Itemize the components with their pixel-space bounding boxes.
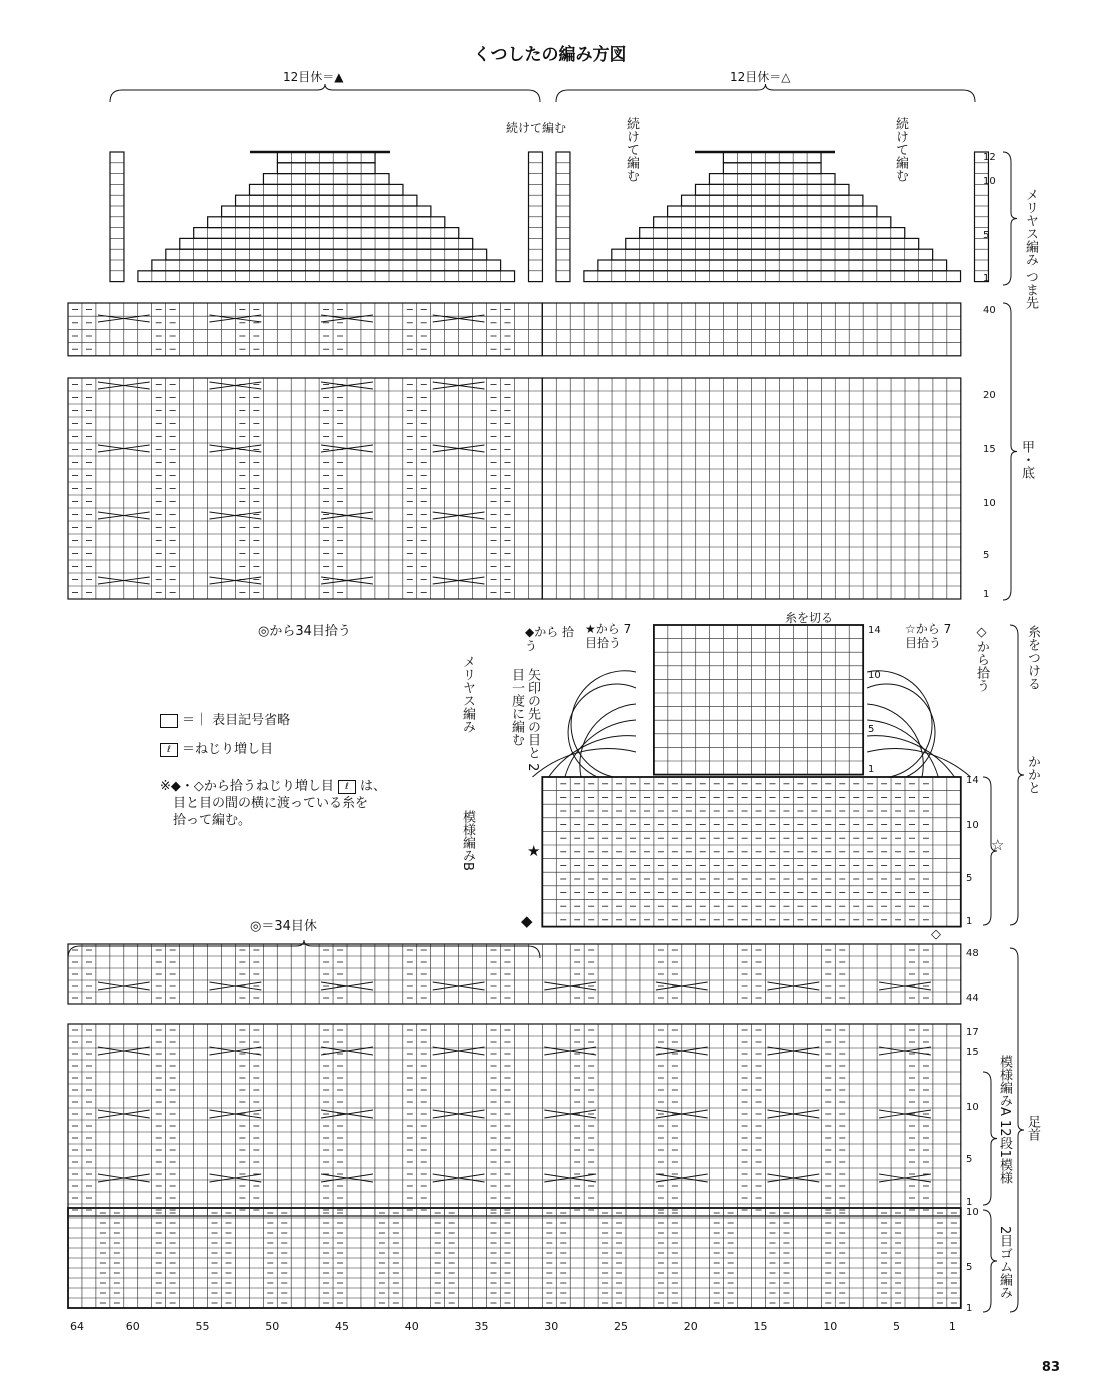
instep-row-label: 10: [983, 498, 996, 509]
column-label: 10: [823, 1320, 838, 1333]
heel-top-row-label: 5: [868, 724, 875, 735]
toe-right-row: [626, 238, 919, 249]
heel-top-row-label: 10: [868, 670, 881, 681]
continue-label-right: 続けて編む: [893, 117, 908, 182]
toe-left-edge-left: [110, 152, 124, 282]
brace-cuff: [1010, 948, 1024, 1312]
legend-note: ※◆・◇から拾うねじり増し目 ℓ は、 目と目の間の横に渡っている糸を 拾って編む。: [160, 779, 387, 828]
white-star-pickup-label: ☆から 7目拾う: [905, 622, 952, 650]
toe-row-label: 1: [983, 273, 990, 284]
brace-rib: [983, 1210, 997, 1312]
rest-34-label: ◎＝34目休: [250, 919, 317, 934]
toe-row-label: 10: [983, 176, 996, 187]
toe-right-row: [612, 249, 933, 260]
page-title: くつしたの編み方図: [473, 45, 627, 65]
diamond-marker: ◆: [521, 912, 533, 930]
toe-left-row: [236, 195, 417, 206]
knit-symbol-icon: [160, 714, 178, 728]
section-toe: メリヤス編み つま先: [1023, 188, 1038, 310]
leg-row-label: 5: [966, 1154, 973, 1165]
column-label: 60: [125, 1320, 140, 1333]
section-attach: 糸をつける: [1025, 625, 1040, 690]
continue-label: 続けて編む: [506, 121, 567, 135]
toe-row-label: 12: [983, 152, 996, 163]
column-label: 15: [753, 1320, 768, 1333]
column-label: 5: [893, 1320, 901, 1333]
page-number: 83: [1041, 1360, 1060, 1375]
instep-left-main: [68, 378, 542, 599]
toe-right-row: [709, 174, 835, 185]
rib-row-label: 1: [966, 1303, 973, 1314]
legend: [160, 712, 386, 829]
heel-bottom-row-label: 5: [966, 873, 973, 884]
brace-toe: [1003, 152, 1017, 285]
white-star-marker: ☆: [991, 836, 1005, 854]
toe-left-row: [138, 271, 515, 282]
instep-left-top: [68, 303, 542, 356]
column-label: 55: [195, 1320, 210, 1333]
toe-right-row: [723, 152, 821, 163]
white-diamond-marker: ◇: [931, 927, 941, 942]
leg-row-label: 48: [966, 948, 979, 959]
column-label: 64: [70, 1320, 84, 1333]
instep-row-label: 20: [983, 390, 996, 401]
legend-knit: ＝｜ 表目記号省略: [160, 712, 386, 729]
toe-left-row: [166, 249, 487, 260]
heel-bottom-row-label: 10: [966, 820, 979, 831]
arrow-note: 矢印の先の目と 2目一度に編む: [509, 668, 540, 772]
toe-right-row: [723, 163, 821, 174]
instep-row-label: 15: [983, 444, 996, 455]
heel-flap-stockinette: [654, 625, 863, 775]
leg-row-label: 17: [966, 1027, 979, 1038]
column-label: 20: [683, 1320, 698, 1333]
brace-label-left: 12目休＝▲: [283, 70, 344, 84]
column-label: 35: [474, 1320, 489, 1333]
toe-right-row: [598, 260, 947, 271]
section-instep: 甲・底: [1019, 440, 1034, 479]
diamond-pickup-label: ◆から 拾う: [525, 625, 575, 653]
pickup-34-label: ◎から34目拾う: [258, 624, 351, 639]
rib-row-label: 5: [966, 1262, 973, 1273]
instep-row-label: 1: [983, 589, 990, 600]
twist-increase-icon: ℓ: [160, 743, 178, 757]
column-label: 25: [614, 1320, 629, 1333]
leg-row-label: 1: [966, 1197, 973, 1208]
leg-row-label: 44: [966, 993, 979, 1004]
heel-bottom-row-label: 1: [966, 916, 973, 927]
instep-right-top: [542, 303, 961, 356]
section-heel: かかと: [1025, 755, 1040, 794]
toe-left-row: [263, 174, 389, 185]
toe-left-row: [152, 260, 501, 271]
toe-right-row: [682, 195, 863, 206]
brace-label-right: 12目休＝△: [730, 70, 791, 84]
leg-row-label: 10: [966, 1102, 979, 1113]
cut-yarn-label: 糸を切る: [785, 611, 834, 625]
column-label: 50: [265, 1320, 280, 1333]
star-pickup-label: ★から 7目拾う: [585, 622, 632, 650]
instep-row-label: 40: [983, 305, 996, 316]
leg-row-label: 15: [966, 1047, 979, 1058]
brace-left: [110, 84, 540, 102]
instep-row-label: 5: [983, 550, 990, 561]
brace-heel: [1010, 625, 1024, 925]
rib-row-label: 10: [966, 1207, 979, 1218]
heel-top-row-label: 1: [868, 764, 875, 775]
toe-right-row: [584, 271, 961, 282]
brace-rest: [68, 940, 540, 958]
section-heel-stockinette: メリヤス編み: [460, 655, 475, 733]
toe-right-row: [696, 184, 849, 195]
instep-right-main: [542, 378, 961, 599]
legend-twist: ℓ ＝ねじり増し目: [160, 741, 386, 758]
toe-right-row: [668, 206, 877, 217]
continue-label-left: 続けて編む: [624, 117, 639, 182]
twist-increase-small-icon: ℓ: [338, 780, 356, 794]
white-diamond-pickup-label: ◇から拾う: [974, 625, 989, 692]
column-label: 40: [404, 1320, 419, 1333]
toe-row-label: 5: [983, 230, 990, 241]
toe-left-row: [250, 184, 403, 195]
toe-left-row: [277, 163, 375, 174]
toe-left-row: [208, 217, 445, 228]
toe-right-edge-right: [975, 152, 989, 282]
star-marker: ★: [527, 842, 541, 860]
toe-right-row: [640, 228, 905, 239]
column-label: 30: [544, 1320, 559, 1333]
leg-pattern-a: [68, 1024, 961, 1216]
toe-right-row: [654, 217, 891, 228]
section-heel-pattern-b: 模様編みB: [460, 810, 475, 871]
brace-pattern-a: [983, 1072, 997, 1205]
heel-top-row-label: 14: [868, 625, 881, 636]
toe-left-row: [222, 206, 431, 217]
column-label: 45: [335, 1320, 350, 1333]
brace-right: [556, 84, 975, 102]
column-label: 1: [948, 1320, 956, 1333]
toe-left-row: [277, 152, 375, 163]
toe-left-edge-right: [529, 152, 543, 282]
toe-left-row: [194, 228, 459, 239]
toe-right-edge-left: [556, 152, 570, 282]
toe-left-row: [180, 238, 473, 249]
section-pattern-a: 模様編みA 12段1模様: [997, 1055, 1012, 1184]
section-rib: 2目ゴム編み: [997, 1226, 1012, 1300]
brace-instep: [1003, 303, 1017, 600]
section-cuff: 足首: [1025, 1115, 1040, 1141]
heel-bottom-row-label: 14: [966, 775, 979, 786]
